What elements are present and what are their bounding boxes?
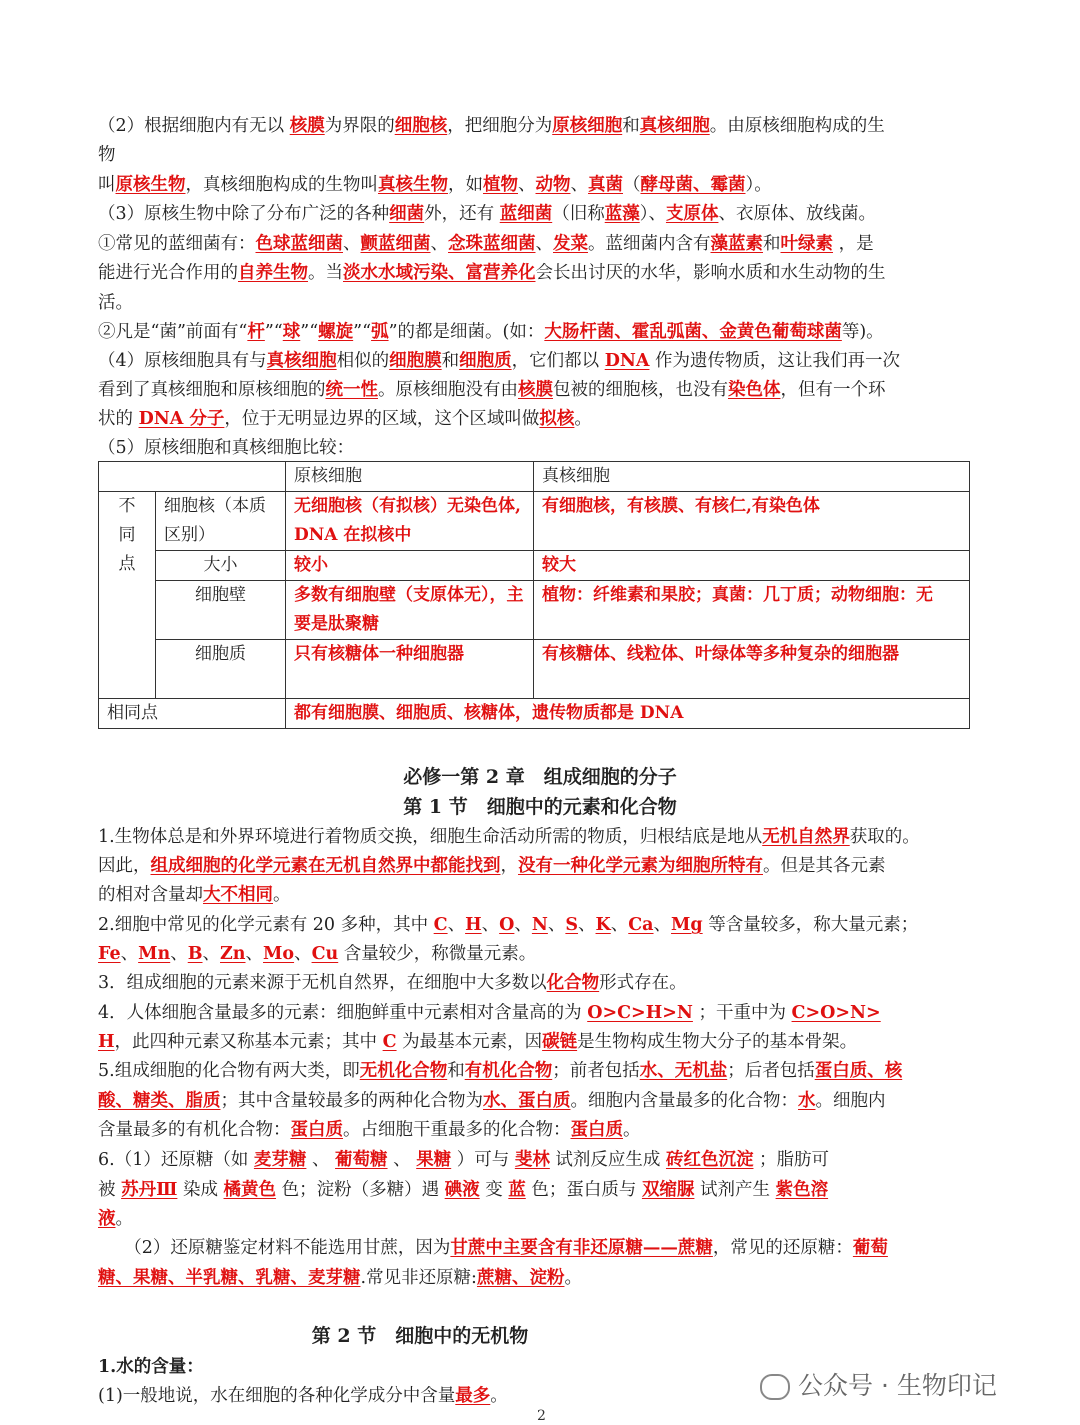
highlighted-term: 最多 <box>455 1386 491 1406</box>
highlighted-term: C <box>382 1032 397 1052</box>
highlighted-term: C <box>433 915 448 935</box>
table-row <box>99 551 970 581</box>
s1-line-2 <box>98 851 978 881</box>
highlighted-term: 苏丹Ⅲ <box>121 1180 178 1200</box>
plain-text: （3）原核生物中除了分布广泛的各种 <box>98 204 390 224</box>
plain-text: 、 <box>578 915 596 935</box>
wechat-icon <box>760 1374 790 1400</box>
plain-text: 。由原核细胞构成的生 <box>709 116 885 136</box>
plain-text: ，把细胞分为 <box>447 116 553 136</box>
plain-text: 。 <box>115 1209 133 1229</box>
plain-text: ，但有一个环 <box>780 380 886 400</box>
s1-line-16 <box>98 1263 978 1293</box>
table-cell-eukaryote: 有细胞核，有核膜、有核仁,有染色体 <box>534 492 970 551</box>
plain-text: （旧称 <box>552 204 605 224</box>
highlighted-term: 原核生物 <box>115 175 186 195</box>
plain-text: 含量最多的有机化合物： <box>98 1120 291 1140</box>
plain-text: 。当 <box>308 263 343 283</box>
plain-text: ，它们都以 <box>511 351 605 371</box>
highlighted-term: 无机自然界 <box>762 827 850 847</box>
plain-text: 、 <box>481 915 500 935</box>
plain-text: 2.细胞中常见的化学元素有 20 多种，其中 <box>98 915 434 935</box>
para-3-line-2 <box>98 229 978 259</box>
plain-text: （2）还原糖鉴定材料不能选用甘蔗，因为 <box>98 1238 451 1258</box>
watermark: 公众号 · 生物印记 <box>760 1366 997 1402</box>
highlighted-term: 细胞核 <box>394 116 448 136</box>
plain-text: 为界限的 <box>324 116 395 136</box>
plain-text: 。但是其各元素 <box>763 856 886 876</box>
highlighted-term: 果糖 <box>416 1150 452 1170</box>
highlighted-term: 颤蓝细菌 <box>360 234 431 254</box>
page-number: 2 <box>537 1408 546 1424</box>
highlighted-term: Zn <box>220 944 246 964</box>
highlighted-term: 动物 <box>535 175 571 195</box>
plain-text: 。细胞内 <box>815 1091 886 1111</box>
plain-text: （2）根据细胞内有无以 <box>98 116 290 136</box>
highlighted-term: 螺旋 <box>318 322 354 342</box>
highlighted-term: 碘液 <box>444 1180 480 1200</box>
highlighted-term: 拟核 <box>539 409 575 429</box>
highlighted-term: 大肠杆菌、霍乱弧菌、金黄色葡萄球菌 <box>544 322 842 342</box>
highlighted-term: DNA 分子 <box>138 409 225 429</box>
plain-text: ①常见的蓝细菌有： <box>98 234 256 254</box>
para-3-line-5 <box>98 317 978 347</box>
plain-text: 获取的。 <box>849 827 920 847</box>
plain-text: 、 <box>120 944 139 964</box>
plain-text: 。细胞内含量最多的化合物： <box>570 1091 798 1111</box>
s1-line-7 <box>98 998 978 1028</box>
highlighted-term: 甘蔗中主要含有非还原糖——蔗糖 <box>450 1238 713 1258</box>
plain-text: 。 <box>564 1268 582 1288</box>
s1-line-10 <box>98 1086 978 1116</box>
para-3-line-4: 活。 <box>98 293 133 313</box>
plain-text: 因此， <box>98 856 151 876</box>
plain-text: 和 <box>441 351 460 371</box>
plain-text: 、 <box>535 234 553 254</box>
highlighted-term: 无机化合物 <box>359 1061 448 1081</box>
plain-text: 外，还有 <box>424 204 500 224</box>
highlighted-term: N <box>531 915 548 935</box>
comparison-table <box>98 461 970 729</box>
plain-text: ；后者包括 <box>727 1061 815 1081</box>
highlighted-term: 色球蓝细菌 <box>255 234 343 254</box>
highlighted-term: 自养生物 <box>238 263 308 283</box>
highlighted-term: 细胞质 <box>459 351 512 371</box>
plain-text: 、 <box>202 944 221 964</box>
table-row-label: 细胞壁 <box>156 581 286 640</box>
plain-text: ）可与 <box>451 1150 515 1170</box>
plain-text: 。原核细胞没有由 <box>378 380 518 400</box>
highlighted-term: K <box>595 915 611 935</box>
highlighted-term: H <box>465 915 482 935</box>
plain-text: 、 <box>447 915 466 935</box>
plain-text: 、 <box>294 944 312 964</box>
plain-text: 5.组成细胞的化合物有两大类，即 <box>98 1061 360 1081</box>
s1-line-1 <box>98 822 978 852</box>
para-3-line-1 <box>98 199 978 229</box>
plain-text: 等)。 <box>841 322 884 342</box>
plain-text: 相似的 <box>336 351 390 371</box>
highlighted-term: 液 <box>98 1209 116 1229</box>
plain-text: ”“ <box>300 322 319 342</box>
plain-text: 、衣原体、放线菌。 <box>718 204 876 224</box>
highlighted-term: 蛋白质 <box>290 1120 343 1140</box>
highlighted-term: Cu <box>311 944 339 964</box>
plain-text: 变 <box>479 1180 509 1200</box>
para-3-line-3 <box>98 258 978 288</box>
highlighted-term: 蓝 <box>508 1180 526 1200</box>
highlighted-term: DNA <box>604 351 650 371</box>
chapter-title: 必修一第 2 章 组成细胞的分子 <box>403 766 677 788</box>
highlighted-term: 蓝藻 <box>604 204 640 224</box>
table-cell-prokaryote: 多数有细胞壁（支原体无），主要是肽聚糖 <box>286 581 534 640</box>
table-cell-prokaryote: 无细胞核（有拟核）无染色体, DNA 在拟核中 <box>286 492 534 551</box>
plain-text: 色；淀粉（多糖）遇 <box>276 1180 445 1200</box>
plain-text: ；前者包括 <box>552 1061 640 1081</box>
s1-line-11 <box>98 1115 978 1145</box>
para-2-line-1 <box>98 111 978 141</box>
highlighted-term: B <box>187 944 203 964</box>
plain-text: ， <box>500 856 518 876</box>
plain-text: ”“ <box>353 322 372 342</box>
highlighted-term: C>O>N> <box>791 1003 881 1023</box>
s1-line-14 <box>98 1204 978 1234</box>
plain-text: ）。 <box>745 175 772 195</box>
plain-text: 、 <box>387 1150 417 1170</box>
table-row <box>99 462 970 492</box>
plain-text: ）、 <box>639 204 666 224</box>
s1-line-13 <box>98 1175 978 1205</box>
plain-text: 染成 <box>177 1180 224 1200</box>
plain-text: 叫 <box>98 175 116 195</box>
plain-text: 色；蛋白质与 <box>525 1180 642 1200</box>
highlighted-term: 球 <box>282 322 301 342</box>
highlighted-term: 淡水水域污染、富营养化 <box>343 263 536 283</box>
plain-text: 、 <box>430 234 448 254</box>
highlighted-term: 弧 <box>371 322 389 342</box>
plain-text: 会长出讨厌的水华，影响水质和水生动物的生 <box>535 263 886 283</box>
table-row <box>99 581 970 640</box>
table-row-label: 细胞核（本质区别） <box>156 492 286 551</box>
highlighted-term: 蛋白质 <box>570 1120 623 1140</box>
highlighted-term: 麦芽糖 <box>253 1150 307 1170</box>
highlighted-term: 藻蓝素 <box>710 234 763 254</box>
highlighted-term: 细菌 <box>389 204 425 224</box>
plain-text: 。占细胞干重最多的化合物： <box>343 1120 571 1140</box>
s1-line-8 <box>98 1027 978 1057</box>
plain-text: 6.（1）还原糖（如 <box>98 1150 254 1170</box>
plain-text: 试剂反应生成 <box>549 1150 666 1170</box>
table-cell-eukaryote: 有核糖体、线粒体、叶绿体等多种复杂的细胞器 <box>534 640 970 699</box>
plain-text: ；脂肪可 <box>753 1150 830 1170</box>
highlighted-term: 橘黄色 <box>223 1180 277 1200</box>
plain-text: （4）原核细胞具有与 <box>98 351 267 371</box>
highlighted-term: 发菜 <box>553 234 588 254</box>
highlighted-term: S <box>565 915 579 935</box>
plain-text: 。 <box>490 1386 508 1406</box>
highlighted-term: 砖红色沉淀 <box>665 1150 754 1170</box>
plain-text: 能进行光合作用的 <box>98 263 238 283</box>
plain-text: 状的 <box>98 409 139 429</box>
highlighted-term: 染色体 <box>728 380 781 400</box>
plain-text: 是生物构成生物大分子的基本骨架。 <box>577 1032 858 1052</box>
highlighted-term: O <box>499 915 515 935</box>
highlighted-term: O>C>H>N <box>587 1003 693 1023</box>
highlighted-term: Mn <box>138 944 171 964</box>
para-2-line-3 <box>98 170 978 200</box>
highlighted-term: Fe <box>98 944 121 964</box>
highlighted-term: 组成细胞的化学元素在无机自然界中都能找到 <box>150 856 501 876</box>
highlighted-term: 核膜 <box>518 380 553 400</box>
plain-text: ；其中含量较最多的两种化合物为 <box>220 1091 483 1111</box>
s1-line-3 <box>98 880 978 910</box>
para-2-line-2: 物 <box>98 145 116 165</box>
s1-line-5 <box>98 939 978 969</box>
para-4-line-3 <box>98 404 978 434</box>
plain-text: ；干重中为 <box>692 1003 792 1023</box>
plain-text: 。 <box>623 1120 641 1140</box>
plain-text: ，此四种元素又称基本元素；其中 <box>114 1032 383 1052</box>
table-row-label: 大小 <box>156 551 286 581</box>
highlighted-term: 化合物 <box>546 973 600 993</box>
plain-text: 作为遗传物质，这让我们再一次 <box>649 351 901 371</box>
highlighted-term: H <box>98 1032 115 1052</box>
highlighted-term: 蓝细菌 <box>499 204 553 224</box>
plain-text: 、 <box>245 944 264 964</box>
highlighted-term: Ca <box>628 915 654 935</box>
plain-text: 。蓝细菌内含有 <box>588 234 711 254</box>
table-row-label: 细胞质 <box>156 640 286 699</box>
plain-text: 、 <box>306 1150 336 1170</box>
plain-text: ，如 <box>448 175 483 195</box>
plain-text: 包被的细胞核，也没有 <box>553 380 728 400</box>
highlighted-term: 蔗糖、淀粉 <box>476 1268 565 1288</box>
plain-text: （ <box>623 175 641 195</box>
plain-text: 。 <box>574 409 592 429</box>
highlighted-term: 糖、果糖、半乳糖、乳糖、麦芽糖 <box>98 1268 361 1288</box>
highlighted-term: 紫色溶 <box>775 1180 829 1200</box>
highlighted-term: 双缩脲 <box>641 1180 695 1200</box>
highlighted-term: Mg <box>671 915 703 935</box>
highlighted-term: 酵母菌、霉菌 <box>640 175 746 195</box>
highlighted-term: 水、无机盐 <box>639 1061 728 1081</box>
plain-text: 形式存在。 <box>599 973 687 993</box>
highlighted-term: 叶绿素 <box>780 234 833 254</box>
highlighted-term: Mo <box>263 944 295 964</box>
highlighted-term: 念珠蓝细菌 <box>448 234 536 254</box>
plain-text: 含量较少，称微量元素。 <box>338 944 537 964</box>
highlighted-term: 统一性 <box>325 380 378 400</box>
plain-text: ，常见的还原糖： <box>712 1238 853 1258</box>
plain-text: 3．组成细胞的元素来源于无机自然界，在细胞中大多数以 <box>98 973 547 993</box>
table-diff-label: 不同点 <box>99 492 156 699</box>
highlighted-term: 杆 <box>247 322 265 342</box>
plain-text: 和 <box>622 116 640 136</box>
table-cell-prokaryote: 只有核糖体一种细胞器 <box>286 640 534 699</box>
plain-text: 试剂产生 <box>694 1180 776 1200</box>
highlighted-term: 原核细胞 <box>552 116 623 136</box>
s1-line-4 <box>98 910 978 940</box>
plain-text: 和 <box>763 234 781 254</box>
plain-text: 、 <box>653 915 672 935</box>
highlighted-term: 葡萄 <box>852 1238 888 1258</box>
plain-text: 等含量较多，称大量元素； <box>702 915 919 935</box>
plain-text: ，是 <box>833 234 874 254</box>
highlighted-term: 没有一种化学元素为细胞所特有 <box>518 856 763 876</box>
table-cell-eukaryote: 较大 <box>534 551 970 581</box>
table-cell-prokaryote: 较小 <box>286 551 534 581</box>
plain-text: 、 <box>547 915 566 935</box>
s1-line-12 <box>98 1145 978 1175</box>
highlighted-term: 大不相同 <box>203 885 273 905</box>
plain-text: 和 <box>447 1061 465 1081</box>
table-same-label: 相同点 <box>99 699 286 729</box>
highlighted-term: 真核细胞 <box>639 116 710 136</box>
plain-text: 。 <box>273 885 291 905</box>
highlighted-term: 蛋白质、核 <box>814 1061 903 1081</box>
plain-text: 被 <box>98 1180 122 1200</box>
highlighted-term: 水、蛋白质 <box>483 1091 571 1111</box>
highlighted-term: 葡萄糖 <box>335 1150 388 1170</box>
s1-line-9 <box>98 1056 978 1086</box>
table-row <box>99 699 970 729</box>
plain-text: (1)一般地说，水在细胞的各种化学成分中含量 <box>98 1386 456 1406</box>
plain-text: 、 <box>610 915 629 935</box>
plain-text: 、 <box>170 944 188 964</box>
plain-text: 、 <box>518 175 536 195</box>
plain-text: 、 <box>570 175 588 195</box>
plain-text: ，真核细胞构成的生物叫 <box>185 175 378 195</box>
plain-text: 看到了真核细胞和原核细胞的 <box>98 380 326 400</box>
plain-text: 1.生物体总是和外界环境进行着物质交换，细胞生命活动所需的物质，归根结底是地从 <box>98 827 763 847</box>
table-same-value: 都有细胞膜、细胞质、核糖体，遗传物质都是 DNA <box>286 699 970 729</box>
table-row <box>99 640 970 699</box>
highlighted-term: 碳链 <box>542 1032 578 1052</box>
para-4-line-2 <box>98 375 978 405</box>
section-1-title: 第 1 节 细胞中的元素和化合物 <box>403 796 677 818</box>
highlighted-term: 有机化合物 <box>464 1061 553 1081</box>
plain-text: 4．人体细胞含量最多的元素：细胞鲜重中元素相对含量高的为 <box>98 1003 588 1023</box>
highlighted-term: 核膜 <box>289 116 325 136</box>
table-cell <box>99 462 286 492</box>
plain-text: 的相对含量却 <box>98 885 203 905</box>
s1-line-6 <box>98 968 978 998</box>
plain-text: ”的都是细菌。(如： <box>388 322 545 342</box>
table-header-prokaryote: 原核细胞 <box>286 462 534 492</box>
table-row <box>99 492 970 551</box>
plain-text: 、 <box>343 234 361 254</box>
highlighted-term: 支原体 <box>665 204 719 224</box>
table-cell-eukaryote: 植物：纤维素和果胶；真菌：几丁质；动物细胞：无 <box>534 581 970 640</box>
highlighted-term: 真核生物 <box>378 175 448 195</box>
plain-text: 、 <box>514 915 532 935</box>
plain-text: ”“ <box>264 322 283 342</box>
highlighted-term: 斐林 <box>514 1150 550 1170</box>
highlighted-term: 水 <box>798 1091 816 1111</box>
section-2-title: 第 2 节 细胞中的无机物 <box>311 1325 529 1347</box>
s2-heading: 1.水的含量： <box>98 1357 204 1377</box>
table-header-eukaryote: 真核细胞 <box>534 462 970 492</box>
para-5-line-1: （5）原核细胞和真核细胞比较： <box>98 438 355 458</box>
plain-text: .常见非还原糖: <box>360 1268 477 1288</box>
highlighted-term: 细胞膜 <box>389 351 442 371</box>
plain-text: ，位于无明显边界的区域，这个区域叫做 <box>224 409 540 429</box>
highlighted-term: 真菌 <box>588 175 623 195</box>
plain-text: 为最基本元素，因 <box>396 1032 543 1052</box>
highlighted-term: 植物 <box>483 175 518 195</box>
highlighted-term: 酸、糖类、脂质 <box>98 1091 221 1111</box>
plain-text: ②凡是“菌”前面有“ <box>98 322 248 342</box>
para-4-line-1 <box>98 346 978 376</box>
highlighted-term: 真核细胞 <box>266 351 337 371</box>
s1-line-15 <box>98 1233 978 1263</box>
